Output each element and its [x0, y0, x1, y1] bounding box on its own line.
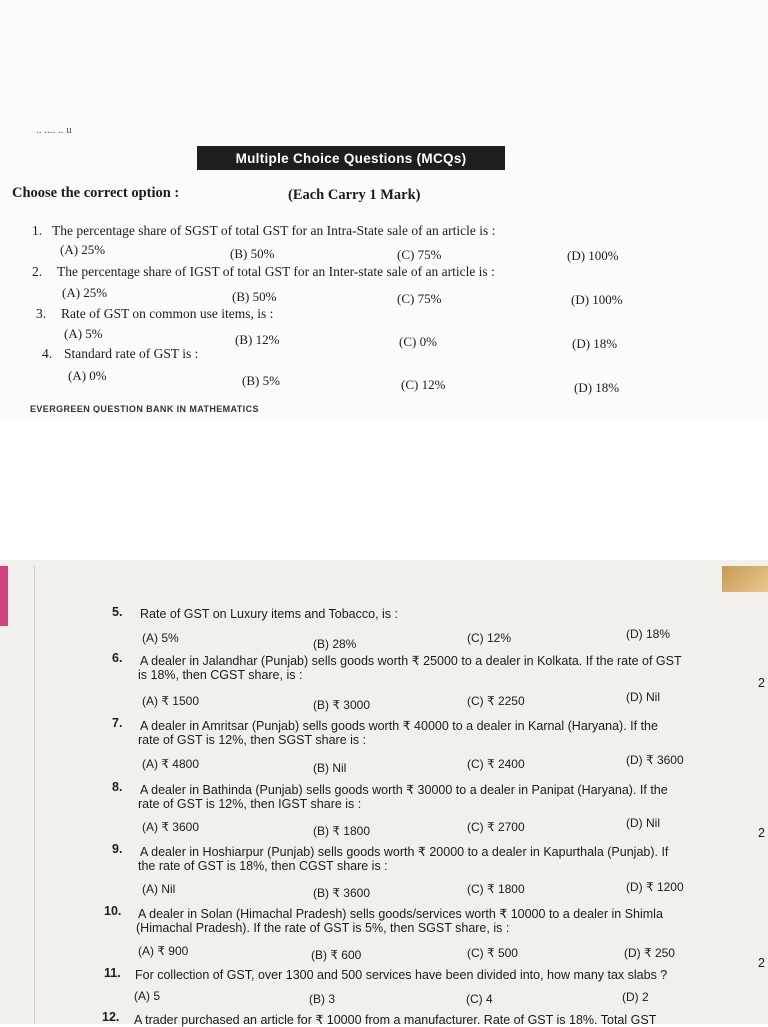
question-number: 1. — [32, 223, 43, 238]
option-d: (D) 2 — [622, 990, 649, 1004]
question-text: Standard rate of GST is : — [64, 346, 199, 361]
question-text: A dealer in Hoshiarpur (Punjab) sells goods worth ₹ 20000 to a dealer in Kapurthala (Punjab). If — [140, 845, 669, 859]
option-a: (A) 5 — [134, 989, 161, 1003]
option-d: (D) Nil — [626, 690, 660, 704]
option-b: (B) 3 — [309, 992, 336, 1006]
section-title: Multiple Choice Questions (MCQs) — [197, 146, 505, 170]
option-a: (A) 5% — [142, 631, 179, 645]
option-b: (B) ₹ 3600 — [313, 886, 370, 900]
question-number: 12. — [102, 1010, 120, 1024]
option-a: (A) 25% — [60, 242, 106, 257]
option-a: (A) Nil — [142, 882, 176, 896]
option-b: (B) 5% — [242, 373, 280, 388]
page-margin-line — [34, 566, 35, 1024]
option-b: (B) ₹ 600 — [311, 948, 362, 962]
option-c: (C) 75% — [397, 247, 442, 262]
option-b: (B) 12% — [235, 332, 280, 347]
option-d: (D) 18% — [626, 627, 671, 641]
question-number: 5. — [112, 605, 123, 619]
question-text-cont: rate of GST is 12%, then IGST share is : — [138, 797, 362, 811]
question-text: A dealer in Solan (Himachal Pradesh) sells goods/services worth ₹ 10000 to a dealer in Shimla — [138, 907, 663, 921]
question-text: The percentage share of IGST of total GST for an Inter-state sale of an article is : — [57, 264, 495, 279]
question-number: 8. — [112, 780, 123, 794]
instruction-right: (Each Carry 1 Mark) — [288, 187, 421, 203]
option-d: (D) 18% — [574, 380, 620, 395]
binding-stripe — [0, 566, 8, 626]
question-number: 2. — [32, 264, 43, 279]
question-number: 10. — [104, 904, 122, 918]
question-text: Rate of GST on Luxury items and Tobacco, is : — [140, 607, 399, 621]
option-a: (A) ₹ 4800 — [142, 757, 199, 771]
option-c: (C) ₹ 2700 — [467, 820, 525, 834]
option-a: (A) 0% — [68, 368, 107, 383]
option-c: (C) ₹ 2400 — [467, 757, 525, 771]
question-text: A dealer in Bathinda (Punjab) sells goods worth ₹ 30000 to a dealer in Panipat (Haryana). If the — [140, 783, 668, 797]
question-text: Rate of GST on common use items, is : — [61, 306, 274, 321]
top-mark: .. .... .. u — [36, 124, 72, 136]
option-c: (C) 0% — [399, 334, 437, 349]
option-c: (C) 12% — [467, 631, 512, 645]
question-number: 9. — [112, 842, 123, 856]
option-b: (B) 50% — [230, 246, 275, 261]
option-a: (A) 5% — [64, 326, 103, 341]
blank-gap — [0, 420, 768, 560]
question-text: A trader purchased an article for ₹ 10000 from a manufacturer. Rate of GST is 18%. Total GST — [134, 1013, 657, 1027]
option-b: (B) ₹ 3000 — [313, 698, 370, 712]
margin-mark: 2 — [758, 826, 765, 840]
question-text-cont: rate of GST is 12%, then SGST share is : — [138, 733, 367, 747]
option-c: (C) 75% — [397, 291, 442, 306]
question-text: The percentage share of SGST of total GST for an Intra-State sale of an article is : — [52, 223, 496, 238]
option-c: (C) ₹ 500 — [467, 946, 518, 960]
question-text-cont: is 18%, then CGST share, is : — [138, 668, 303, 682]
question-text: A dealer in Jalandhar (Punjab) sells goods worth ₹ 25000 to a dealer in Kolkata. If the rate of GST — [140, 654, 682, 668]
question-number: 6. — [112, 651, 123, 665]
option-b: (B) ₹ 1800 — [313, 824, 370, 838]
option-b: (B) 50% — [232, 289, 277, 304]
margin-mark: 2 — [758, 956, 765, 970]
option-c: (C) ₹ 1800 — [467, 882, 525, 896]
instruction-left: Choose the correct option : — [12, 185, 180, 201]
option-d: (D) 100% — [571, 292, 623, 307]
option-c: (C) ₹ 2250 — [467, 694, 525, 708]
question-number: 7. — [112, 716, 123, 730]
table-corner — [722, 566, 768, 592]
option-d: (D) ₹ 250 — [624, 946, 675, 960]
option-a: (A) ₹ 3600 — [142, 820, 199, 834]
option-a: (A) 25% — [62, 285, 108, 300]
question-number: 4. — [42, 346, 53, 361]
option-a: (A) ₹ 900 — [138, 944, 189, 958]
option-d: (D) 18% — [572, 336, 618, 351]
question-text: A dealer in Amritsar (Punjab) sells goods worth ₹ 40000 to a dealer in Karnal (Haryana). If the — [140, 719, 658, 733]
margin-mark: 2 — [758, 676, 765, 690]
option-d: (D) ₹ 1200 — [626, 880, 684, 894]
option-d: (D) Nil — [626, 816, 660, 830]
option-b: (B) Nil — [313, 761, 347, 775]
option-d: (D) ₹ 3600 — [626, 753, 684, 767]
option-b: (B) 28% — [313, 637, 357, 651]
question-text-cont: the rate of GST is 18%, then CGST share is : — [138, 859, 388, 873]
option-c: (C) 12% — [401, 377, 446, 392]
question-number: 3. — [36, 306, 47, 321]
cut-footer-text: EVERGREEN QUESTION BANK IN MATHEMATICS — [30, 404, 259, 413]
option-c: (C) 4 — [466, 992, 493, 1006]
option-d: (D) 100% — [567, 248, 619, 263]
question-text: For collection of GST, over 1300 and 500 services have been divided into, how many tax slabs ? — [135, 968, 668, 982]
option-a: (A) ₹ 1500 — [142, 694, 199, 708]
question-number: 11. — [104, 966, 121, 980]
question-text-cont: (Himachal Pradesh). If the rate of GST is 5%, then SGST share, is : — [136, 921, 510, 935]
